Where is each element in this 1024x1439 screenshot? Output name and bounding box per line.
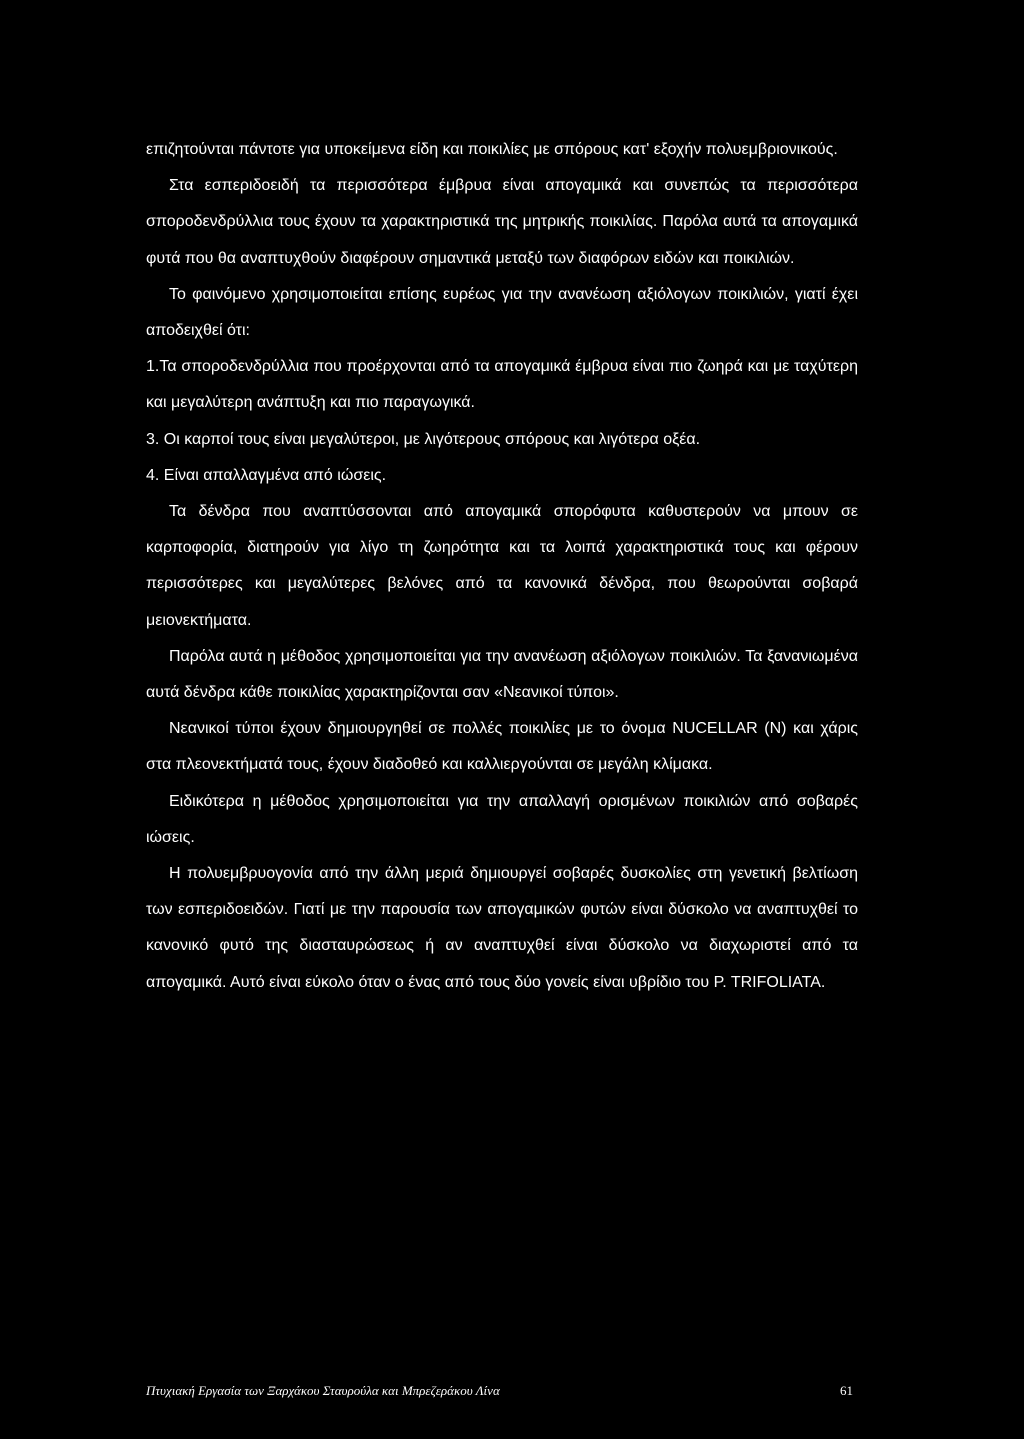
- paragraph-renewal-intro: Το φαινόμενο χρησιμοποιείται επίσης ευρέως για την ανανέωση αξιόλογων ποικιλιών, γιατί έχει αποδειχθεί ότι:: [146, 285, 858, 340]
- paragraph-juvenile-types: Παρόλα αυτά η μέθοδος χρησιμοποιείται για την ανανέωση αξιόλογων ποικιλιών. Τα ξανανιωμένα αυτά δένδρα κάθε ποικιλίας χαρακτηρίζονται σαν «Νεανικοί τύποι».: [146, 647, 858, 702]
- list-item-1: 1.Τα σποροδενδρύλλια που προέρχονται από τα απογαμικά έμβρυα είναι πιο ζωηρά και με ταχύτερη και μεγαλύτερη ανάπτυξη και πιο παραγωγικά.: [146, 358, 858, 412]
- paragraph-tree-delay: Τα δένδρα που αναπτύσσονται από απογαμικά σπορόφυτα καθυστερούν να μπουν σε καρποφορία, διατηρούν για λίγο τη ζωηρότητα και τα λοιπά χαρακτηριστικά τους και φέρουν περισσότερες και μεγαλύτερες βελόνες από τα κανονικά δένδρα, που θεωρούνται σοβαρά μειονεκτήματα.: [146, 503, 858, 629]
- paragraph-continuation: επιζητούνται πάντοτε για υποκείμενα είδη και ποικιλίες με σπόρους κατ' εξοχήν πολυεμβριονικούς.: [146, 141, 838, 158]
- paragraph-virus-removal: Ειδικότερα η μέθοδος χρησιμοποιείται για την απαλλαγή ορισμένων ποικιλιών από σοβαρές ιώσεις.: [146, 792, 858, 846]
- list-item-4: 4. Είναι απαλλαγμένα από ιώσεις.: [146, 466, 387, 484]
- paragraph-breeding-difficulty: Η πολυεμβρυογονία από την άλλη μεριά δημιουργεί σοβαρές δυσκολίες στη γενετική βελτίωση των εσπεριδοειδών. Γιατί με την παρουσία των απογαμικών φυτών είναι δύσκολο να αναπτυχθεί το κανονικό φυτό της διασταυρώσεως ή αν αναπτυχθεί είναι δύσκολο να διαχωριστεί από τα απογαμικά. Αυτό είναι εύκολο όταν ο ένας από τους δύο γονείς είναι υβρίδιο του P. TRIFOLIATA.: [146, 865, 858, 991]
- paragraph-nucellar: Νεανικοί τύποι έχουν δημιουργηθεί σε πολλές ποικιλίες με το όνομα NUCELLAR (N) και χάρις στα πλεονεκτήματά τους, έχουν διαδοθεό και καλλιεργούνται σε μεγάλη κλίμακα.: [146, 720, 858, 774]
- footer-title: Πτυχιακή Εργασία των Ξαρχάκου Σταυρούλα και Μπρεζεράκου Λίνα: [146, 1383, 500, 1398]
- page-number: 61: [840, 1383, 853, 1398]
- paragraph-apogamic-embryos: Στα εσπεριδοειδή τα περισσότερα έμβρυα είναι απογαμικά και συνεπώς τα περισσότερα σποροδενδρύλλια τους έχουν τα χαρακτηριστικά της μητρικής ποικιλίας. Παρόλα αυτά τα απογαμικά φυτά που θα αναπτυχθούν διαφέρουν σημαντικά μεταξύ των διαφόρων ειδών και ποικιλιών.: [146, 177, 858, 267]
- list-item-3: 3. Οι καρποί τους είναι μεγαλύτεροι, με λιγότερους σπόρους και λιγότερα οξέα.: [146, 430, 701, 448]
- page-body-text: [146, 132, 858, 1001]
